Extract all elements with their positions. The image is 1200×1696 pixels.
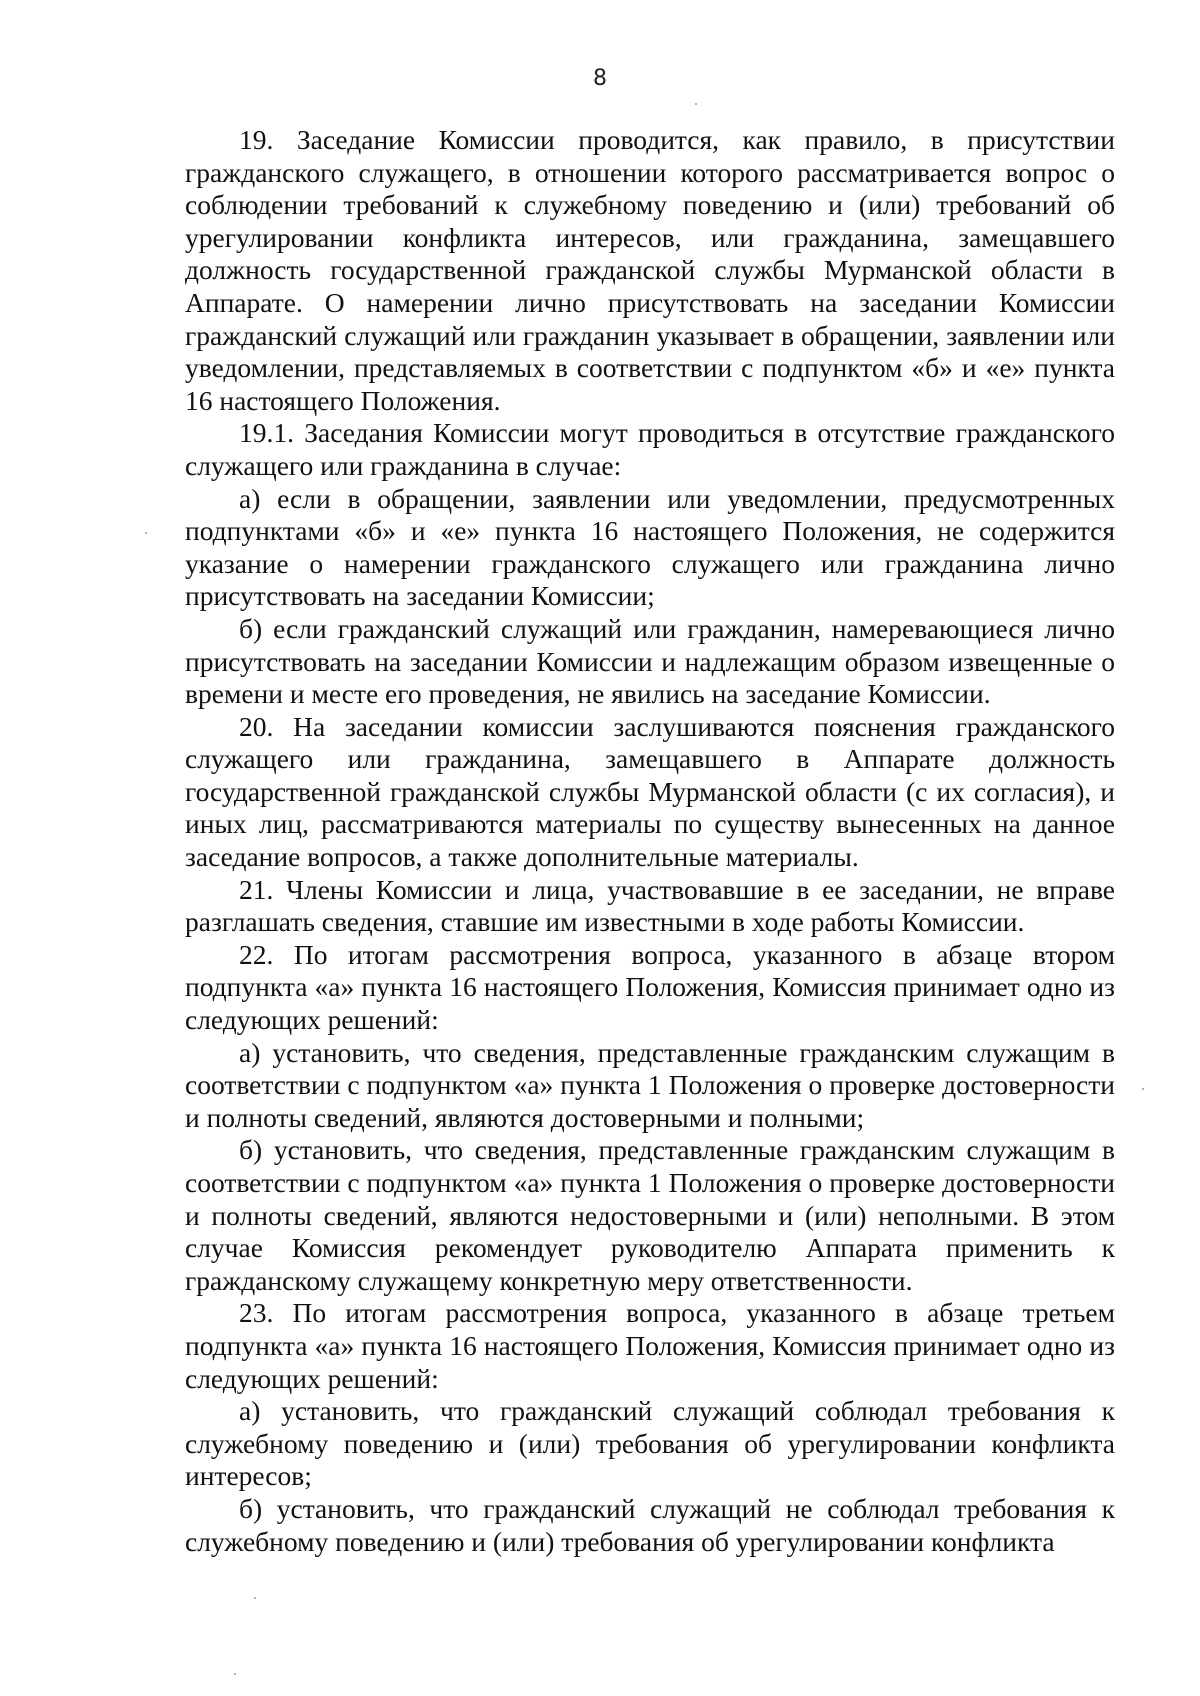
document-body (185, 124, 1115, 1558)
paragraph-21: 21. Члены Комиссии и лица, участвовавшие в ее заседании, не вправе разглашать сведения, ставшие им известными в ходе работы Комиссии. (185, 873, 1115, 938)
paragraph-20: 20. На заседании комиссии заслушиваются пояснения гражданского служащего или гражданина, замещавшего в Аппарате должность государственной гражданской службы Мурманской области (с их согласия), и иных лиц, рассматриваются материалы по существу вынесенных на данное заседание вопросов, а также дополнительные материалы. (185, 710, 1115, 873)
paragraph-22: 22. По итогам рассмотрения вопроса, указанного в абзаце втором подпункта «а» пункта 16 настоящего Положения, Комиссия принимает одно из следующих решений: (185, 938, 1115, 1036)
scan-speck (695, 103, 697, 105)
paragraph-19: 19. Заседание Комиссии проводится, как правило, в присутствии гражданского служащего, в отношении которого рассматривается вопрос о соблюдении требований к служебному поведению и (или) требований об урегулировании конфликта интересов, или гражданина, замещавшего должность государственной гражданской службы Мурманской области в Аппарате. О намерении лично присутствовать на заседании Комиссии гражданский служащий или гражданин указывает в обращении, заявлении или уведомлении, представляемых в соответствии с подпунктом «б» и «е» пункта 16 настоящего Положения. (185, 124, 1115, 416)
paragraph-19-1: 19.1. Заседания Комиссии могут проводиться в отсутствие гражданского служащего или гражданина в случае: (185, 417, 1115, 481)
scan-speck (234, 1673, 236, 1675)
scan-speck (145, 532, 147, 534)
paragraph-23-b: б) установить, что гражданский служащий не соблюдал требования к служебному поведению и (или) требования об урегулировании конфликта (185, 1492, 1115, 1557)
scan-speck (254, 1597, 256, 1599)
paragraph-22-b: б) установить, что сведения, представленные гражданским служащим в соответствии с подпунктом «а» пункта 1 Положения о проверке достоверности и полноты сведений, являются недостоверными и (или) неполными. В этом случае Комиссия рекомендует руководителю Аппарата применить к гражданскому служащему конкретную меру ответственности. (185, 1134, 1115, 1296)
paragraph-23-a: а) установить, что гражданский служащий соблюдал требования к служебному поведению и (или) требования об урегулировании конфликта интересов; (185, 1395, 1115, 1492)
paragraph-22-a: а) установить, что сведения, представленные гражданским служащим в соответствии с подпунктом «а» пункта 1 Положения о проверке достоверности и полноты сведений, являются достоверными и полными; (185, 1036, 1115, 1133)
paragraph-19-1-a: а) если в обращении, заявлении или уведомлении, предусмотренных подпунктами «б» и «е» пункта 16 настоящего Положения, не содержится указание о намерении гражданского служащего или гражданина лично присутствовать на заседании Комиссии; (185, 482, 1115, 612)
paragraph-23: 23. По итогам рассмотрения вопроса, указанного в абзаце третьем подпункта «а» пункта 16 настоящего Положения, Комиссия принимает одно из следующих решений: (185, 1297, 1115, 1394)
scan-speck (1142, 1088, 1144, 1090)
page-number: 8 (593, 66, 607, 91)
paragraph-19-1-b: б) если гражданский служащий или гражданин, намеревающиеся лично присутствовать на заседании Комиссии и надлежащим образом извещенные о времени и месте его проведения, не явились на заседание Комиссии. (185, 612, 1115, 710)
